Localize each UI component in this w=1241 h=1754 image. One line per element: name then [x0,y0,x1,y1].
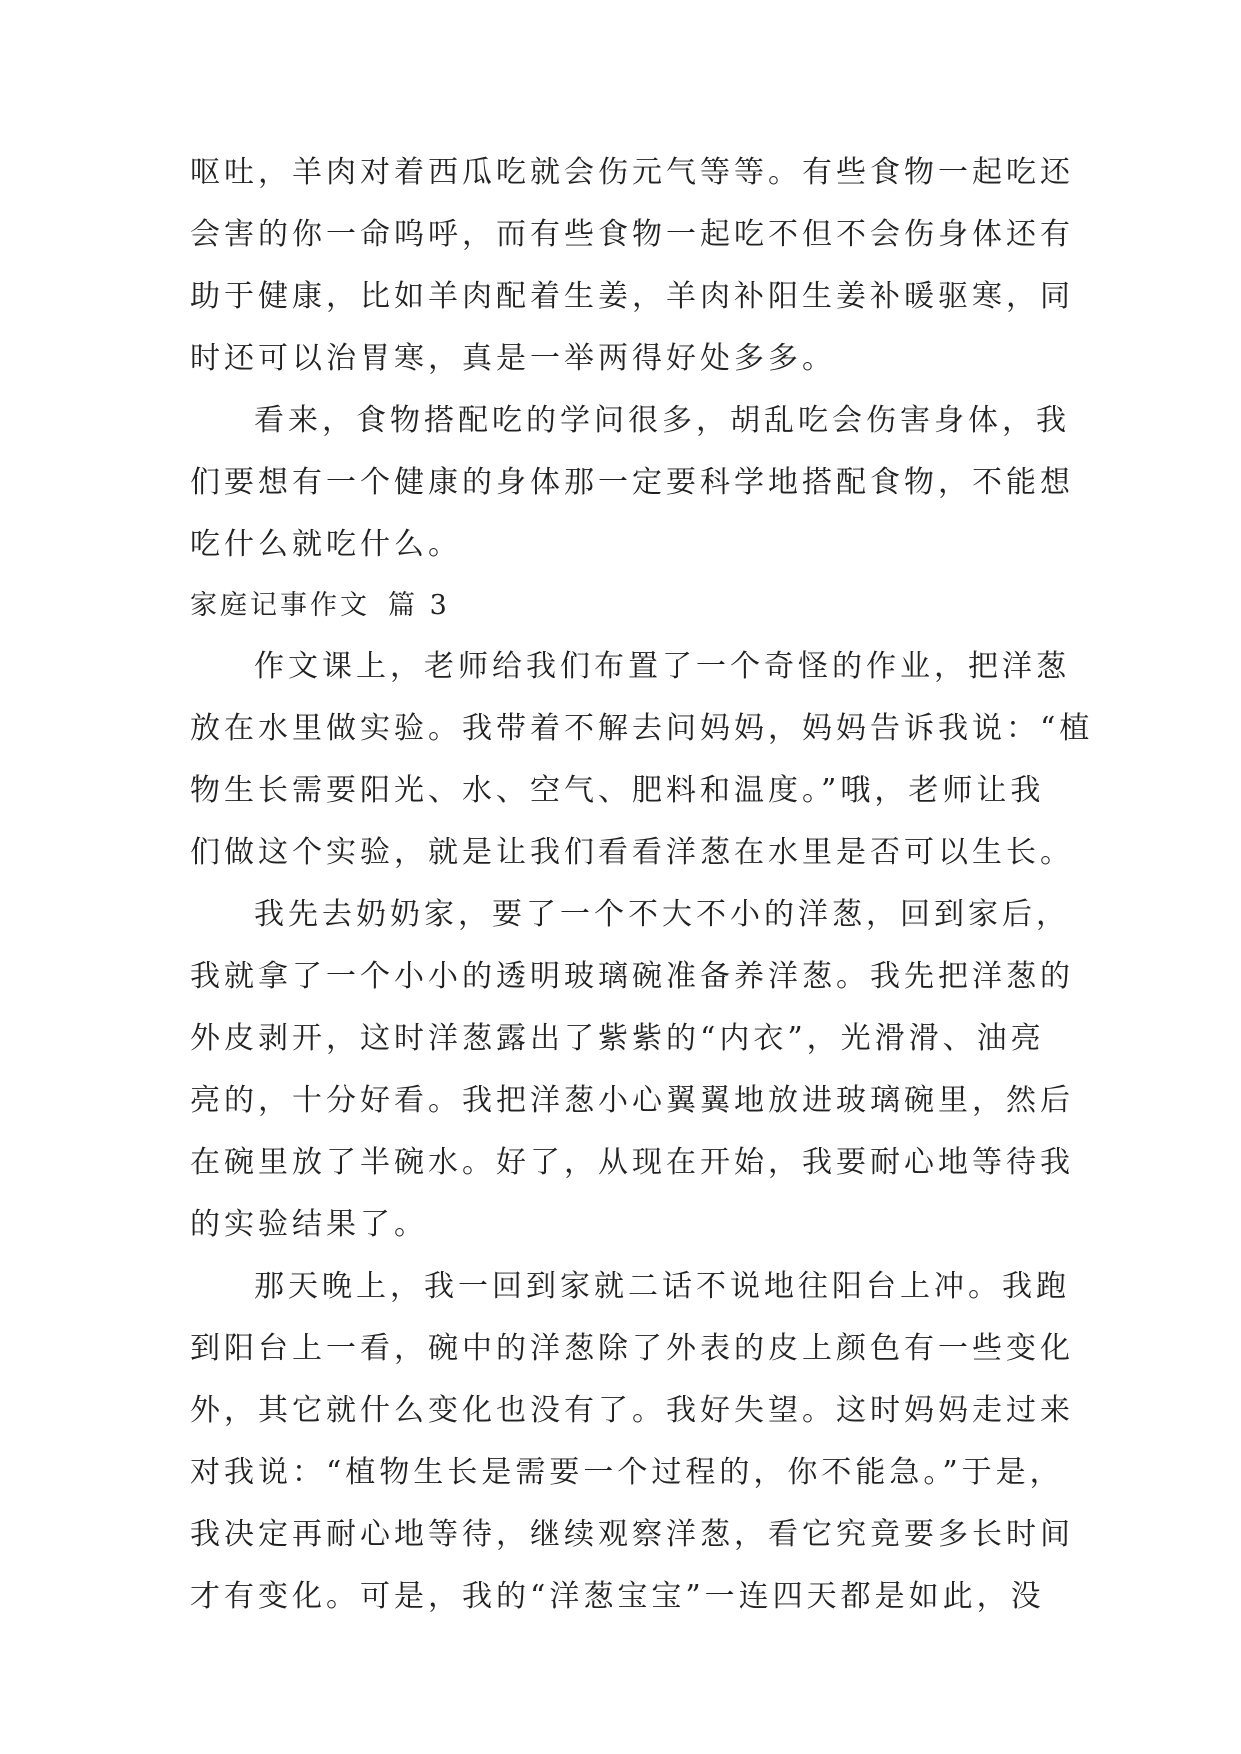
text-line: 放在水里做实验。我带着不解去问妈妈，妈妈告诉我说：“植 [190,711,1094,746]
text-line: 那天晚上，我一回到家就二话不说地往阳台上冲。我跑 [254,1269,1070,1304]
text-line: 吃什么就吃什么。 [190,527,462,562]
text-line: 亮的，十分好看。我把洋葱小心翼翼地放进玻璃碗里，然后 [190,1083,1074,1118]
text-line: 外，其它就什么变化也没有了。我好失望。这时妈妈走过来 [190,1393,1074,1428]
paragraph [190,390,1074,576]
text-line: 时还可以治胃寒，真是一举两得好处多多。 [190,341,836,376]
text-line: 看来，食物搭配吃的学问很多，胡乱吃会伤害身体，我 [254,403,1070,438]
paragraph [190,142,1074,390]
text-line: 我就拿了一个小小的透明玻璃碗准备养洋葱。我先把洋葱的 [190,959,1074,994]
text-line: 到阳台上一看，碗中的洋葱除了外表的皮上颜色有一些变化 [190,1331,1074,1366]
text-line: 我先去奶奶家，要了一个不大不小的洋葱，回到家后， [254,897,1070,932]
text-line: 外皮剥开，这时洋葱露出了紫紫的“内衣”，光滑滑、油亮 [190,1021,1045,1056]
section-part: 篇 3 [388,590,450,621]
text-line: 作文课上，老师给我们布置了一个奇怪的作业，把洋葱 [254,649,1070,684]
text-line: 物生长需要阳光、水、空气、肥料和温度。”哦，老师让我 [190,773,1045,808]
paragraph [190,636,1094,884]
text-line: 呕吐，羊肉对着西瓜吃就会伤元气等等。有些食物一起吃还 [190,155,1074,190]
text-line: 助于健康，比如羊肉配着生姜，羊肉补阳生姜补暖驱寒，同 [190,279,1074,314]
paragraph [190,1256,1074,1628]
text-line: 在碗里放了半碗水。好了，从现在开始，我要耐心地等待我 [190,1145,1074,1180]
text-line: 们做这个实验，就是让我们看看洋葱在水里是否可以生长。 [190,835,1074,870]
document-body [190,142,1094,1628]
text-line: 对我说：“植物生长是需要一个过程的，你不能急。”于是， [190,1455,1064,1490]
text-line: 的实验结果了。 [190,1207,428,1242]
paragraph [190,884,1074,1256]
section-heading [190,576,1050,636]
text-line: 会害的你一命呜呼，而有些食物一起吃不但不会伤身体还有 [190,217,1074,252]
text-line: 我决定再耐心地等待，继续观察洋葱，看它究竟要多长时间 [190,1517,1074,1552]
section-title: 家庭记事作文 [190,590,370,621]
text-line: 才有变化。可是，我的“洋葱宝宝”一连四天都是如此，没 [190,1579,1045,1614]
text-line: 们要想有一个健康的身体那一定要科学地搭配食物，不能想 [190,465,1074,500]
